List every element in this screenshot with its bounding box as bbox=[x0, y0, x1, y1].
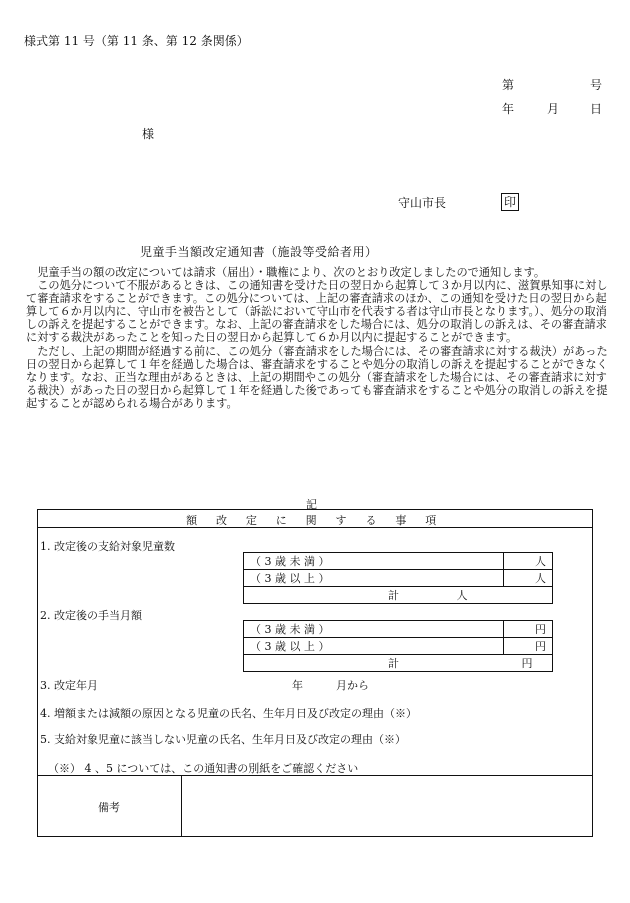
table-row bbox=[244, 655, 553, 672]
age-3-plus-label: （ 3 歳 以 上 ） bbox=[250, 572, 330, 585]
unit-yen: 円 bbox=[535, 623, 546, 636]
total-cell bbox=[244, 655, 553, 672]
section3-label: 3. 改定年月 bbox=[40, 679, 98, 692]
total-cell bbox=[244, 587, 553, 604]
doc-number-prefix: 第 bbox=[502, 78, 515, 92]
table-row bbox=[244, 587, 553, 604]
revision-year: 年 bbox=[292, 679, 303, 692]
paragraph-2: この処分について不服があるときは、この通知書を受けた日の翌日から起算して３か月以内に、滋賀県知事に対して審査請求をすることができます。この処分については、上記の審査請求のほか、この通知を受けた日の翌日から起算して６か月以内に、守山市を被告として（訴訟において守山市を代表する者は守山市長となります。）、処分の取消しの訴えを提起することができます。なお、上記の審査請求をした場合には、処分の取消しの訴えは、その審査請求に対する裁決があったことを知った日の翌日から起算して６か月以内に提起することができます。 bbox=[26, 279, 608, 345]
unit-persons: 人 bbox=[535, 555, 546, 568]
total-label: 計 bbox=[388, 589, 399, 602]
age-under-3-label: （ 3 歳 未 満 ） bbox=[250, 555, 330, 568]
note-text: （※） 4 、5 については、この通知書の別紙をご確認ください bbox=[48, 762, 359, 775]
issuer-name: 守山市長 bbox=[398, 196, 447, 210]
body-text bbox=[26, 266, 611, 410]
date-month: 月 bbox=[547, 102, 560, 116]
section5-label: 5. 支給対象児童に該当しない児童の氏名、生年月日及び改定の理由（※） bbox=[40, 733, 406, 746]
revision-month: 月から bbox=[336, 679, 369, 692]
table-row bbox=[244, 638, 553, 655]
table-row bbox=[244, 570, 553, 587]
monthly-amount-table bbox=[243, 620, 553, 672]
total-label: 計 bbox=[388, 657, 399, 670]
addressee-suffix: 様 bbox=[142, 127, 155, 141]
total-unit: 人 bbox=[456, 589, 468, 602]
row-unit bbox=[504, 621, 553, 638]
form-number: 様式第 11 号（第 11 条、第 12 条関係） bbox=[24, 34, 249, 48]
age-under-3-label: （ 3 歳 未 満 ） bbox=[250, 623, 330, 636]
table-header-text: 額 改 定 に 関 す る 事 項 bbox=[186, 514, 444, 527]
section1-label: 1. 改定後の支給対象児童数 bbox=[40, 540, 175, 553]
remarks-label: 備考 bbox=[98, 801, 120, 814]
ki-label: 記 bbox=[306, 498, 317, 511]
remarks-field[interactable] bbox=[182, 776, 592, 836]
date-day: 日 bbox=[590, 102, 603, 116]
row-label bbox=[244, 553, 504, 570]
row-unit bbox=[504, 570, 553, 587]
row-unit bbox=[504, 553, 553, 570]
table-header bbox=[37, 512, 593, 528]
date-year: 年 bbox=[502, 102, 515, 116]
total-unit: 円 bbox=[521, 657, 533, 670]
doc-number-suffix: 号 bbox=[590, 78, 603, 92]
unit-yen: 円 bbox=[535, 640, 546, 653]
seal-mark: 印 bbox=[501, 193, 519, 211]
age-3-plus-label: （ 3 歳 以 上 ） bbox=[250, 640, 330, 653]
unit-persons: 人 bbox=[535, 572, 546, 585]
row-label bbox=[244, 621, 504, 638]
row-label bbox=[244, 638, 504, 655]
table-row bbox=[244, 553, 553, 570]
section4-label: 4. 増額または減額の原因となる児童の氏名、生年月日及び改定の理由（※） bbox=[40, 707, 417, 720]
paragraph-3: ただし、上記の期間が経過する前に、この処分（審査請求をした場合には、その審査請求に対する裁決）があった日の翌日から起算して１年を経過した場合は、審査請求をすることや処分の取消しの訴えを提起することができなくなります。なお、正当な理由があるときは、上記の期間やこの処分（審査請求をした場合には、その審査請求に対する裁決）があった日の翌日から起算して１年を経過した後であっても審査請求をすることや処分の取消しの訴えを提起することが認められる場合があります。 bbox=[26, 344, 608, 410]
row-label bbox=[244, 570, 504, 587]
paragraph-1: 児童手当の額の改定については請求（届出）・職権により、次のとおり改定しましたので通知します。 bbox=[37, 266, 546, 279]
document-title: 児童手当額改定通知書（施設等受給者用） bbox=[140, 245, 378, 259]
row-unit bbox=[504, 638, 553, 655]
table-row bbox=[244, 621, 553, 638]
section2-label: 2. 改定後の手当月額 bbox=[40, 609, 142, 622]
child-count-table bbox=[243, 552, 553, 604]
